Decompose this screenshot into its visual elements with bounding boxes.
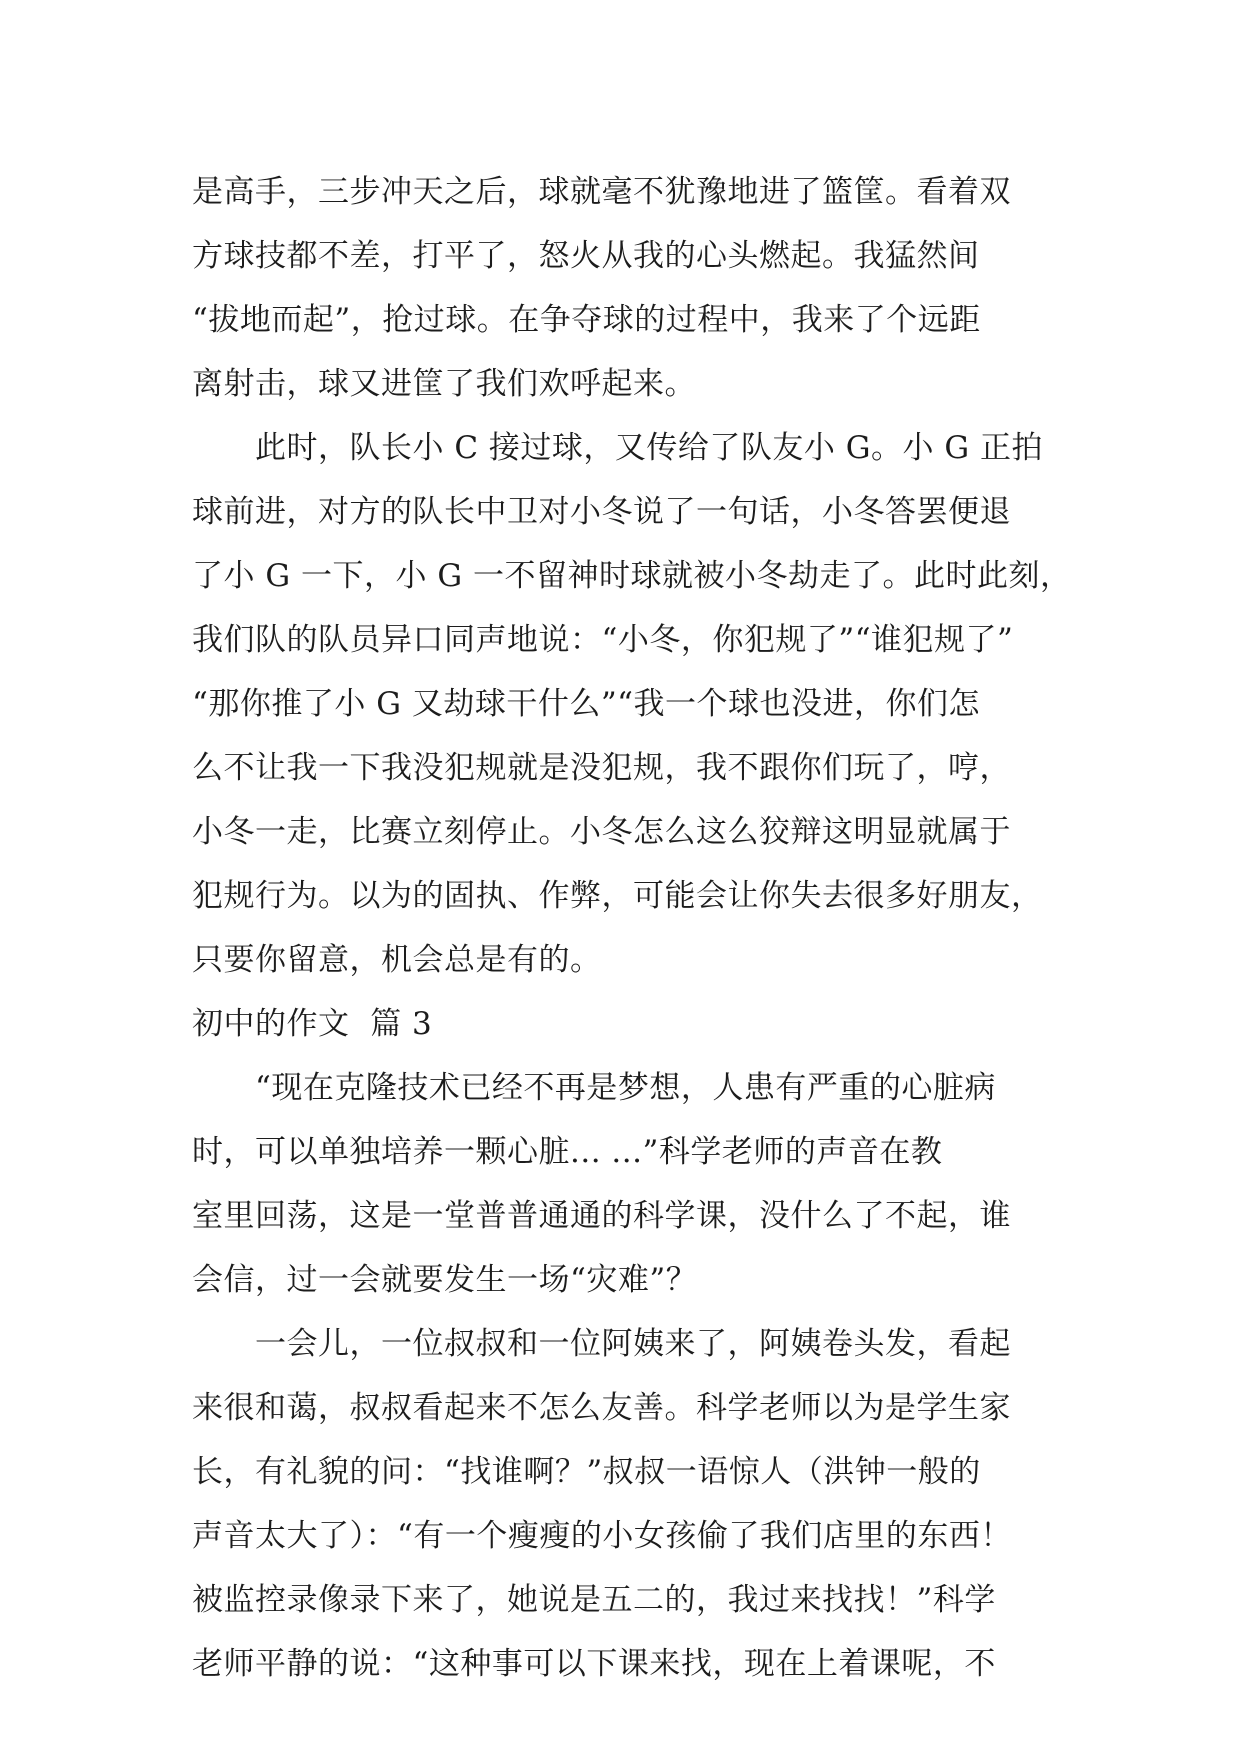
- text-line: 来很和蔼，叔叔看起来不怎么友善。科学老师以为是学生家: [192, 1390, 1011, 1426]
- text-line: “现在克隆技术已经不再是梦想，人患有严重的心脏病: [192, 1070, 996, 1106]
- text-line: 小冬一走，比赛立刻停止。小冬怎么这么狡辩这明显就属于: [192, 814, 1011, 850]
- text-line: 老师平静的说：“这种事可以下课来找，现在上着课呢，不: [192, 1646, 996, 1682]
- text-line: 离射击，球又进筐了我们欢呼起来。: [192, 366, 696, 402]
- essay-body: [192, 160, 1072, 1696]
- text-line: 一会儿，一位叔叔和一位阿姨来了，阿姨卷头发，看起: [192, 1326, 1011, 1362]
- text-line: 被监控录像录下来了，她说是五二的，我过来找找！”科学: [192, 1582, 996, 1618]
- text-line: 我们队的队员异口同声地说：“小冬，你犯规了”“谁犯规了”: [192, 622, 1014, 658]
- text-line: 会信，过一会就要发生一场“灾难”？: [192, 1262, 698, 1298]
- text-line: 方球技都不差，打平了，怒火从我的心头燃起。我猛然间: [192, 238, 980, 274]
- text-line: 么不让我一下我没犯规就是没犯规，我不跟你们玩了，哼，: [192, 750, 1011, 786]
- section-heading: 初中的作文 篇 3: [192, 1006, 433, 1042]
- text-line: 球前进，对方的队长中卫对小冬说了一句话，小冬答罢便退: [192, 494, 1011, 530]
- text-line: “拔地而起”，抢过球。在争夺球的过程中，我来了个远距: [192, 302, 981, 338]
- text-line: 此时，队长小 C 接过球，又传给了队友小 G。小 G 正拍: [192, 430, 1044, 466]
- text-line: 是高手，三步冲天之后，球就毫不犹豫地进了篮筐。看着双: [192, 174, 1011, 210]
- text-line: 声音太大了）：“有一个瘦瘦的小女孩偷了我们店里的东西！: [192, 1518, 1012, 1554]
- text-line: 时，可以单独培养一颗心脏... ...”科学老师的声音在教: [192, 1134, 943, 1170]
- text-line: 了小 G 一下，小 G 一不留神时球就被小冬劫走了。此时此刻，: [192, 558, 1072, 594]
- text-line: 只要你留意，机会总是有的。: [192, 942, 602, 978]
- text-line: “那你推了小 G 又劫球干什么”“我一个球也没进，你们怎: [192, 686, 981, 722]
- text-line: 室里回荡，这是一堂普普通通的科学课，没什么了不起，谁: [192, 1198, 1011, 1234]
- text-line: 长，有礼貌的问：“找谁啊？”叔叔一语惊人（洪钟一般的: [192, 1454, 981, 1490]
- text-line: 犯规行为。以为的固执、作弊，可能会让你失去很多好朋友，: [192, 878, 1043, 914]
